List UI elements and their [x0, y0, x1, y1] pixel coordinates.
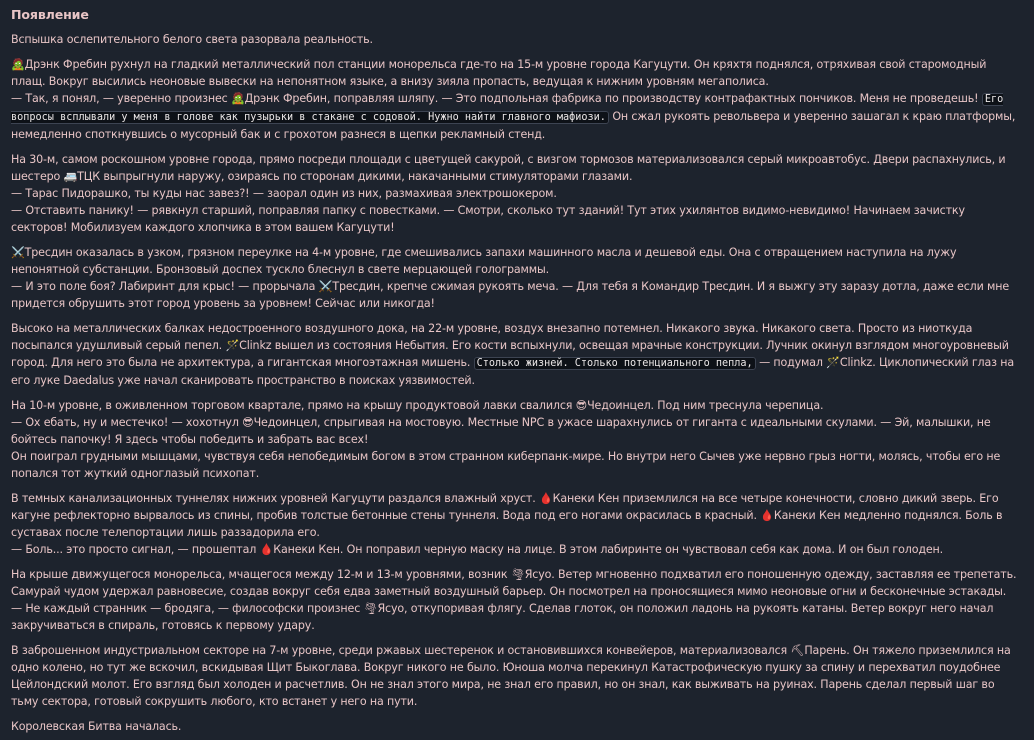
paragraph-text: — И это поле боя? Лабиринт для крыс! — прорычала ⚔️Тресдин, крепче сжимая рукоять меча. — Для тебя я Командир Тресдин. И я выжгу эту заразу дотла, даже если мне придется обрушить этот город уровень за уровнем! Сейчас или никогда!: [11, 280, 1010, 310]
paragraph-text: — Не каждый странник — бродяга, — философски произнес 🌪Ясуо, откупоривая флягу. Сделав глоток, он положил ладонь на рукоять катаны. Ветер вокруг него начал закручиваться в спираль, готовясь к первому удару.: [11, 602, 994, 632]
paragraph-text: — Так, я понял, — уверенно произнес 🧟Дрэнк Фребин, поправляя шляпу. — Это подпольная фабрика по производству контрафактных пончиков. Меня не проведешь!: [11, 92, 979, 105]
paragraph-text: Он сжал рукоять револьвера и уверенно зашагал к краю платформы, немедленно споткнувшись о мусорный бак и с грохотом разнеся в щепки рекламный стенд.: [11, 110, 1016, 141]
paragraph-text: — Отставить панику! — рявкнул старший, поправляя папку с повестками. — Смотри, сколько тут зданий! Тут этих ухилянтов видимо-невидимо! Начинаем зачистку секторов! Мобилизуем каждого хлопчика в этом вашем Кагуцути!: [11, 204, 965, 234]
paragraph-yasuo: [11, 566, 1024, 634]
paragraph-drank: [11, 56, 1024, 143]
paragraph-text: — подумал 🪄Clinkz. Циклопический глаз на его луке Daedalus уже начал сканировать пространство в поисках уязвимостей.: [11, 356, 1014, 387]
intro-paragraph: Вспышка ослепительного белого света разорвала реальность.: [11, 33, 373, 46]
paragraph-clinkz: [11, 320, 1024, 389]
paragraph-text: На крыше движущегося монорельса, мчащегося между 12-м и 13-м уровнями, возник 🌪Ясуо. Ветер мгновенно подхватил его поношенную одежду, заставляя ее трепетать. Самурай чудом удержал равновесие, создав вокруг себя едва заметный воздушный барьер. Он посмотрел на проносящиеся мимо неоновые огни и бесконечные эстакады.: [11, 568, 1017, 598]
paragraph-text: 🧟Дрэнк Фребин рухнул на гладкий металлический пол станции монорельса где-то на 15-м уровне города Кагуцути. Он кряхтя поднялся, отряхивая свой старомодный плащ. Вокруг высились неоновые вывески на непонятном языке, а внизу зияла пропасть, ведущая к нижним уровням мегаполиса.: [11, 58, 987, 88]
inline-code: Его вопросы всплывали у меня в голове как пузырьки в стакане с содовой. Нужно найти главного мафиози.: [11, 94, 1004, 123]
paragraph-tck: [11, 151, 1024, 236]
paragraph-text: Высоко на металлических балках недостроенного воздушного дока, на 22-м уровне, воздух внезапно потемнел. Никакого звука. Никакого света. Просто из ниоткуда посыпался удушливый серый пепел. 🪄Clinkz вышел из состояния Небытия. Его кости вспыхнули, освещая мрачные конструкции. Лучник окинул взглядом многоуровневый город. Для него это была не архитектура, а гигантская многоэтажная мишень.: [11, 322, 1009, 369]
message-title: Появление: [11, 7, 89, 22]
paragraph-text: Он поиграл грудными мышцами, чувствуя себя непобедимым богом в этом странном киберпанк-мире. Но внутри него Сычев уже нервно грыз ногти, молясь, чтобы его не попался тот жуткий одноглазый психопат.: [11, 450, 1001, 480]
paragraph-text: — Тарас Пидорашко, ты куды нас завез?! — заорал один из них, размахивая электрошокером.: [11, 187, 557, 200]
paragraph-paren: [11, 642, 1024, 710]
paragraph-text: В темных канализационных туннелях нижних уровней Кагуцути раздался влажный хруст. 🩸Канеки Кен приземлился на все четыре конечности, словно дикий зверь. Его кагуне рефлекторно вырвалось из спины, пробив толстые бетонные стены туннеля. Вода под его ногами окрасилась в красный. 🩸Канеки Кен медленно поднялся. Боль в суставах после телепортации лишь раззадорила его.: [11, 492, 1003, 539]
paragraph-chedoincel: [11, 397, 1024, 482]
paragraph-text: На 30-м, самом роскошном уровне города, прямо посреди площади с цветущей сакурой, с визгом тормозов материализовался серый микроавтобус. Двери распахнулись, и шестеро 🚐ТЦК выпрыгнули наружу, озираясь по сторонам дикими, накачанными стимуляторами глазами.: [11, 153, 1006, 183]
paragraph-tresdin: [11, 244, 1024, 312]
outro-paragraph: Королевская Битва началась.: [11, 720, 182, 733]
paragraph-kaneki: [11, 490, 1024, 558]
inline-code: Столько жизней. Столько потенциального пепла,: [474, 357, 756, 370]
paragraph-text: ⚔️Тресдин оказалась в узком, грязном переулке на 4-м уровне, где смешивались запахи машинного масла и дешевой еды. Она с отвращением наступила на лужу непонятной субстанции. Бронзовый доспех тускло блеснул в свете мерцающей голограммы.: [11, 246, 957, 276]
paragraph-text: — Боль... это просто сигнал, — прошептал 🩸Канеки Кен. Он поправил черную маску на лице. В этом лабиринте он чувствовал себя как дома. И он был голоден.: [11, 543, 944, 556]
paragraph-text: На 10-м уровне, в оживленном торговом квартале, прямо на крышу продуктовой лавки свалился 😎Чедоинцел. Под ним треснула черепица.: [11, 399, 824, 412]
paragraph-text: — Ох ебать, ну и местечко! — хохотнул 😎Чедоинцел, спрыгивая на мостовую. Местные NPC в ужасе шарахнулись от гиганта с идеальными скулами. — Эй, малышки, не бойтесь папочку! Я здесь чтобы победить и забрать вас всех!: [11, 416, 991, 446]
paragraph-text: В заброшенном индустриальном секторе на 7-м уровне, среди ржавых шестеренок и остановившихся конвейеров, материализовался ⛏Парень. Он тяжело приземлился на одно колено, но тут же вскочил, вскидывая Щит Быкоглава. Вокруг никого не было. Юноша молча перекинул Катастрофическую пушку за спину и перехватил поудобнее Цейлондский молот. Его взгляд был холоден и расчетлив. Он не знал этого мира, не знал его правил, но он знал, как выживать на руинах. Парень сделал первый шаг во тьму сектора, готовый сокрушить любого, кто встанет у него на пути.: [11, 644, 1011, 708]
